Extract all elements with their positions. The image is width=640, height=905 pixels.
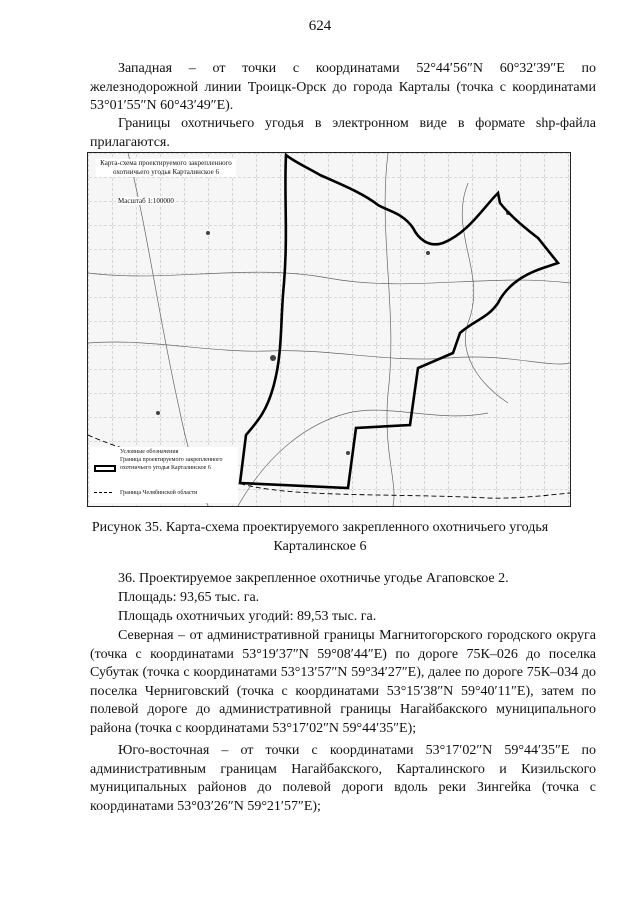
caption-line-2: Карталинское 6	[273, 539, 367, 554]
page-number: 624	[308, 18, 332, 34]
paragraph-north-boundary: Северная – от административной границы Магнитогорского городского округа (точка с координатами 53°19′37″N 59°08′44″E) по дороге 75К–026 до поселка Субутак (точка с координатами 53°13′57″N 59°34′27″E), далее по дороге 75К–034 до поселка Черниговский (точка с координатами 53°15′38″N 59°40′11″E), затем по полевой дороге до административной границы Нагайбакского муниципального района (точка с координатами 53°17′02″N 59°44′35″E);	[90, 628, 596, 736]
map-legend	[90, 447, 238, 503]
section-hunting-area: Площадь охотничьих угодий: 89,53 тыс. га.	[118, 609, 377, 624]
figure-caption	[0, 518, 640, 556]
paragraph-shp-files: Границы охотничьего угодья в электронном виде в формате shp-файла прилагаются.	[90, 116, 596, 150]
legend-heading: Условные обозначения	[120, 449, 179, 455]
legend-boundary-swatch	[94, 465, 116, 472]
map-scale: Масштаб 1:100000	[118, 197, 174, 205]
legend-region-label: Граница Челябинской области	[120, 490, 198, 496]
legend-boundary-label: Граница проектируемого закрепленного охотничьего угодья Карталинское 6	[120, 457, 223, 471]
map-title: Карта-схема проектируемого закрепленного охотничьего угодья Карталинское 6	[96, 159, 236, 177]
caption-line-1: Рисунок 35. Карта-схема проектируемого закрепленного охотничьего угодья	[91, 520, 549, 535]
paragraph-west-boundary: Западная – от точки с координатами 52°44′56″N 60°32′39″E по железнодорожной линии Троицк-Орск до города Карталы (точка с координатами 53°01′55″N 60°43′49″E).	[90, 61, 596, 113]
section-area: Площадь: 93,65 тыс. га.	[118, 590, 260, 605]
map-schema	[87, 152, 571, 507]
legend-region-swatch	[94, 492, 112, 493]
paragraph-southeast-boundary: Юго-восточная – от точки с координатами 53°17′02″N 59°44′35″E по административным границам Нагайбакского, Карталинского и Кизильского муниципальных районов до полевой дороги вдоль реки Зингейка (точка с координатами 53°03′26″N 59°21′57″E);	[90, 743, 596, 814]
section-heading: 36. Проектируемое закрепленное охотничье угодье Агаповское 2.	[118, 571, 509, 586]
